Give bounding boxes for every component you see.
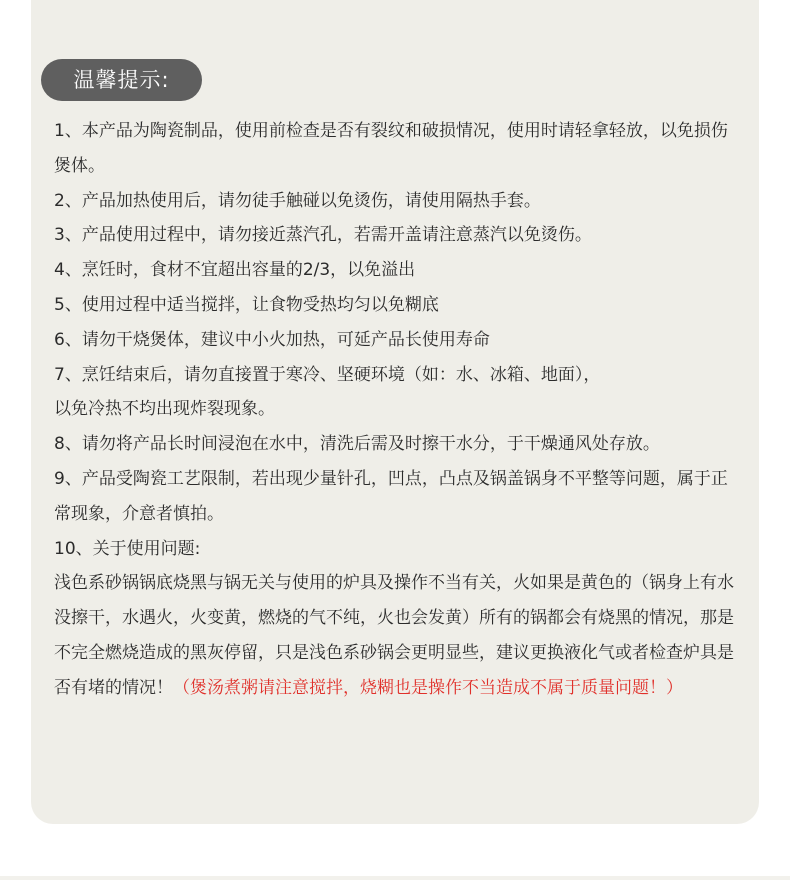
tip-item-1: 1、本产品为陶瓷制品，使用前检查是否有裂纹和破损情况，使用时请轻拿轻放，以免损伤煲体。 bbox=[54, 121, 728, 176]
tip-item-9: 9、产品受陶瓷工艺限制，若出现少量针孔，凹点，凸点及锅盖锅身不平整等问题，属于正常现象，介意者慎拍。 bbox=[54, 468, 728, 524]
usage-warning: （煲汤煮粥请注意搅拌，烧糊也是操作不当造成不属于质量问题！） bbox=[173, 677, 683, 698]
tip-item-5: 5、使用过程中适当搅拌，让食物受热均匀以免糊底 bbox=[54, 294, 439, 315]
tip-item-7-line-1: 7、烹饪结束后，请勿直接置于寒冷、坚硬环境（如：水、冰箱、地面）， bbox=[54, 364, 601, 385]
tips-list bbox=[54, 114, 744, 706]
tip-item-6: 6、请勿干烧煲体，建议中小火加热，可延产品长使用寿命 bbox=[54, 329, 490, 350]
usage-note-text: 浅色系砂锅锅底烧黑与锅无关与使用的炉具及操作不当有关，火如果是黄色的（锅身上有水没擦干，水遇火，火变黄，燃烧的气不纯，火也会发黄）所有的锅都会有烧黑的情况，那是不完全燃烧造成的黑灰停留，只是浅色系砂锅会更明显些，建议更换液化气或者检查炉具是否有堵的情况！ bbox=[54, 573, 734, 698]
bottom-divider bbox=[0, 876, 790, 880]
tip-item-3: 3、产品使用过程中，请勿接近蒸汽孔，若需开盖请注意蒸汽以免烫伤。 bbox=[54, 225, 592, 246]
usage-note bbox=[54, 566, 744, 705]
tip-item-10: 10、关于使用问题: bbox=[54, 538, 201, 559]
tip-item-2: 2、产品加热使用后，请勿徒手触碰以免烫伤，请使用隔热手套。 bbox=[54, 190, 541, 211]
tip-item-8: 8、请勿将产品长时间浸泡在水中，清洗后需及时擦干水分，于干燥通风处存放。 bbox=[54, 434, 660, 455]
tip-item-7-line-2: 以免冷热不均出现炸裂现象。 bbox=[54, 399, 275, 420]
notice-badge: 温馨提示: bbox=[41, 59, 202, 101]
tip-item-7 bbox=[54, 358, 744, 428]
tip-item-4: 4、烹饪时，食材不宜超出容量的2/3，以免溢出 bbox=[54, 260, 416, 281]
